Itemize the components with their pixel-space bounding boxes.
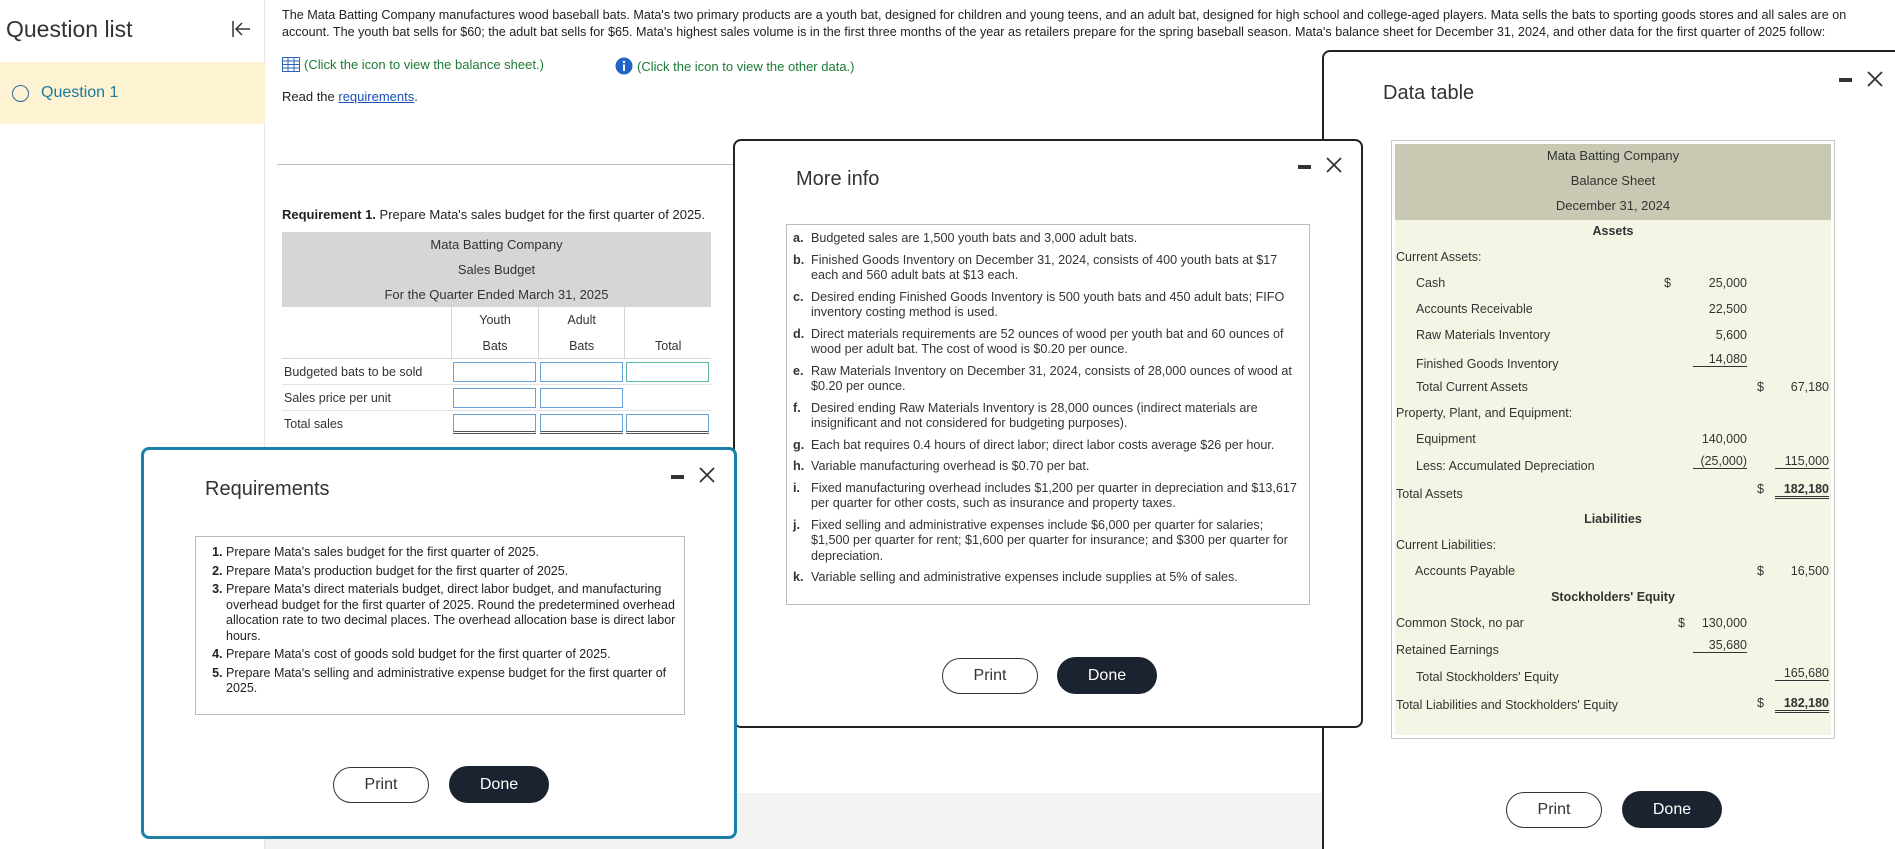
bs-dollar: $ — [1757, 696, 1764, 710]
bs-dollar: $ — [1664, 276, 1671, 290]
info-item — [793, 459, 1299, 475]
print-button[interactable]: Print — [942, 658, 1038, 694]
budget-title: Sales Budget — [457, 262, 536, 277]
bs-label: Total Liabilities and Stockholders' Equity — [1396, 698, 1618, 712]
bs-label: Total Current Assets — [1416, 380, 1528, 394]
close-icon[interactable] — [698, 466, 716, 484]
bs-label: Equipment — [1416, 432, 1476, 446]
info-text: Each bat requires 0.4 hours of direct labor; direct labor costs average $26 per hour. — [811, 437, 1275, 452]
info-item — [793, 253, 1299, 284]
bs-label: Retained Earnings — [1396, 643, 1499, 657]
bs-label: Current Liabilities: — [1396, 538, 1497, 552]
info-letter: i. — [793, 480, 800, 495]
col-total-header: Total — [624, 333, 711, 359]
info-item — [793, 364, 1299, 395]
bs-label: Total Assets — [1396, 487, 1463, 501]
problem-intro: The Mata Batting Company manufactures wood baseball bats. Mata's two primary products are a youth bat, designed for children and young teens, and an adult bat, designed for high school and college-aged players. Mata sells the bats to sporting goods stores and all sales are on account. The youth bat sells for $60; the adult bat sells for $65. Mata's highest sales volume is in the first three months of the year as retailers prepare for the spring baseball season. Mata's balance sheet for December 31, 2024, and other data for the first quarter of 2025 follow: — [282, 8, 1847, 39]
info-text: Variable manufacturing overhead is $0.70 per bat. — [811, 459, 1090, 473]
youth-bats-sold-input[interactable] — [453, 362, 536, 382]
budget-company: Mata Batting Company — [430, 237, 563, 252]
info-letter: g. — [793, 437, 805, 452]
balance-sheet-link-text[interactable]: (Click the icon to view the balance sheet.) — [304, 57, 544, 72]
print-button[interactable]: Print — [333, 767, 429, 803]
info-letter: b. — [793, 252, 805, 267]
table-row — [282, 411, 711, 437]
data-table-dialog — [1322, 50, 1895, 849]
bs-value: 182,180 — [1775, 482, 1829, 499]
requirement-1-label: Requirement 1. — [282, 207, 376, 222]
bs-dollar: $ — [1757, 564, 1764, 578]
bs-value: 115,000 — [1775, 454, 1829, 469]
bs-label: Total Stockholders' Equity — [1416, 670, 1559, 684]
bs-value: 22,500 — [1708, 302, 1747, 316]
sidebar-item-label: Question 1 — [41, 84, 119, 101]
balance-sheet-header — [1395, 144, 1831, 220]
info-letter: e. — [793, 363, 804, 378]
info-text: Finished Goods Inventory on December 31, 2024, consists of 400 youth bats at $17 each and 560 adult bats at $13 each. — [811, 252, 1278, 282]
table-row — [282, 359, 711, 385]
equity-heading: Stockholders' Equity — [1551, 590, 1675, 604]
bs-value: (25,000) — [1693, 454, 1747, 469]
info-item — [793, 570, 1299, 586]
info-item — [793, 327, 1299, 358]
bs-value: 14,080 — [1693, 352, 1747, 367]
bs-value: 25,000 — [1708, 276, 1747, 290]
col-adult-header-2: Bats — [538, 333, 625, 359]
radio-icon[interactable] — [12, 85, 29, 102]
column-header-row-1 — [282, 307, 711, 333]
requirement-item: 5. Prepare Mata's selling and administrative expense budget for the first quarter of 2025. — [226, 666, 676, 697]
info-text: Variable selling and administrative expenses include supplies at 5% of sales. — [811, 570, 1238, 584]
budget-period: For the Quarter Ended March 31, 2025 — [384, 287, 609, 302]
bs-label: Raw Materials Inventory — [1416, 328, 1551, 342]
read-suffix: . — [414, 89, 418, 104]
done-button[interactable]: Done — [1057, 657, 1157, 694]
assets-heading: Assets — [1592, 224, 1634, 238]
info-text: Desired ending Raw Materials Inventory is 28,000 ounces (indirect materials are insignificant and not considered for budgeting purposes). — [811, 400, 1258, 430]
bs-label: Accounts Receivable — [1416, 302, 1533, 316]
bs-value: 5,600 — [1715, 328, 1747, 342]
balance-sheet — [1391, 140, 1835, 739]
bs-value: 67,180 — [1790, 380, 1829, 394]
sidebar-item-question-1[interactable] — [0, 62, 265, 124]
info-letter: k. — [793, 570, 804, 584]
print-button[interactable]: Print — [1506, 792, 1602, 828]
info-letter: a. — [793, 231, 804, 245]
info-text: Fixed manufacturing overhead includes $1,200 per quarter in depreciation and $13,617 per quarter for other costs, such as insurance and property taxes. — [811, 480, 1297, 510]
other-data-link[interactable] — [615, 57, 855, 75]
row-label: Budgeted bats to be sold — [284, 364, 423, 379]
bs-label: Common Stock, no par — [1396, 616, 1524, 630]
info-letter: c. — [793, 289, 804, 304]
requirements-title: Requirements — [205, 478, 330, 500]
bs-label: Property, Plant, and Equipment: — [1396, 406, 1573, 420]
requirement-item: 3. Prepare Mata's direct materials budget, direct labor budget, and manufacturing overhead budget for the first quarter of 2025. Round the predetermined overhead allocation rate to two decimal places. The overhead allocation base is direct labor hours. — [226, 582, 676, 644]
info-item — [793, 481, 1299, 512]
read-prefix: Read the — [282, 89, 339, 104]
info-text: Direct materials requirements are 52 ounces of wood per youth bat and 60 ounces of wood per adult bat. The cost of wood is $0.20 per ounce. — [811, 326, 1284, 356]
done-button[interactable]: Done — [449, 766, 549, 803]
bs-value: 165,680 — [1775, 666, 1829, 681]
bs-value: 182,180 — [1775, 696, 1829, 713]
close-icon[interactable] — [1325, 156, 1343, 174]
total-sales-input[interactable] — [626, 414, 709, 434]
balance-sheet-link[interactable] — [282, 57, 544, 72]
info-item — [793, 401, 1299, 432]
info-item — [793, 231, 1299, 247]
close-icon[interactable] — [1866, 70, 1884, 88]
col-adult-header: Adult — [538, 307, 625, 333]
adult-total-sales-input[interactable] — [540, 414, 623, 434]
requirement-item: 4. Prepare Mata's cost of goods sold budget for the first quarter of 2025. — [226, 647, 676, 663]
liabilities-heading: Liabilities — [1584, 512, 1642, 526]
budget-header — [282, 232, 711, 307]
read-requirements — [282, 89, 418, 104]
table-row — [282, 385, 711, 411]
info-icon[interactable] — [615, 57, 633, 75]
info-text: Fixed selling and administrative expenses include $6,000 per quarter for salaries; $1,500 per quarter for rent; $1,600 per quarter for insurance; and $300 per quarter for depreciation. — [811, 517, 1288, 563]
collapse-sidebar-icon[interactable] — [226, 14, 256, 44]
bs-date: December 31, 2024 — [1555, 198, 1671, 213]
requirement-1-heading — [282, 207, 705, 222]
column-header-row-2 — [282, 333, 711, 359]
sales-budget-table — [282, 232, 711, 437]
bs-dollar: $ — [1757, 482, 1764, 496]
requirement-item: 2. Prepare Mata's production budget for the first quarter of 2025. — [226, 564, 676, 580]
minimize-icon[interactable] — [1839, 78, 1852, 82]
youth-price-input[interactable] — [453, 388, 536, 408]
minimize-icon[interactable] — [1298, 165, 1311, 169]
info-letter: h. — [793, 459, 805, 473]
info-letter: f. — [793, 400, 801, 415]
bs-statement: Balance Sheet — [1570, 173, 1656, 188]
more-info-dialog — [733, 139, 1363, 728]
info-item — [793, 290, 1299, 321]
sidebar-header — [0, 0, 264, 58]
youth-total-sales-input[interactable] — [453, 414, 536, 434]
minimize-icon[interactable] — [671, 475, 684, 479]
row-label: Total sales — [284, 417, 344, 431]
adult-price-input[interactable] — [540, 388, 623, 408]
bs-label: Current Assets: — [1396, 250, 1482, 264]
more-info-list — [786, 224, 1310, 605]
requirement-item: 1. Prepare Mata's sales budget for the first quarter of 2025. — [226, 545, 676, 561]
table-icon[interactable] — [282, 57, 300, 72]
data-table-title: Data table — [1383, 82, 1475, 104]
bs-value: 130,000 — [1701, 616, 1747, 630]
row-label: Sales price per unit — [284, 390, 392, 405]
info-letter: j. — [793, 517, 800, 532]
info-text: Raw Materials Inventory on December 31, 2024, consists of 28,000 ounces of wood at $0.20 per ounce. — [811, 363, 1292, 393]
info-text: Budgeted sales are 1,500 youth bats and 3,000 adult bats. — [811, 231, 1138, 245]
sidebar-title: Question list — [6, 15, 133, 42]
bs-value: 140,000 — [1701, 432, 1747, 446]
more-info-title: More info — [796, 168, 880, 190]
requirements-link[interactable]: requirements — [338, 89, 415, 104]
bs-value: 16,500 — [1790, 564, 1829, 578]
info-letter: d. — [793, 326, 805, 341]
adult-bats-sold-input[interactable] — [540, 362, 623, 382]
requirements-list — [195, 536, 685, 715]
bs-label: Less: Accumulated Depreciation — [1416, 459, 1595, 473]
requirement-1-text: Prepare Mata's sales budget for the first quarter of 2025. — [375, 207, 706, 222]
bs-label: Finished Goods Inventory — [1416, 357, 1559, 371]
col-youth-header: Youth — [451, 307, 538, 333]
total-bats-sold-input[interactable] — [626, 362, 709, 382]
info-item — [793, 518, 1299, 565]
bs-dollar: $ — [1757, 380, 1764, 394]
info-text: Desired ending Finished Goods Inventory is 500 youth bats and 450 adult bats; FIFO inventory costing method is used. — [811, 289, 1285, 319]
bs-company: Mata Batting Company — [1546, 148, 1680, 163]
other-data-link-text[interactable]: (Click the icon to view the other data.) — [637, 58, 855, 74]
bs-value: 35,680 — [1693, 638, 1747, 653]
requirements-dialog — [141, 447, 737, 839]
bs-label: Accounts Payable — [1415, 564, 1516, 578]
bs-label: Cash — [1416, 276, 1446, 290]
done-button[interactable]: Done — [1622, 791, 1722, 828]
info-item — [793, 438, 1299, 454]
col-youth-header-2: Bats — [451, 333, 538, 359]
bs-dollar: $ — [1678, 616, 1685, 630]
